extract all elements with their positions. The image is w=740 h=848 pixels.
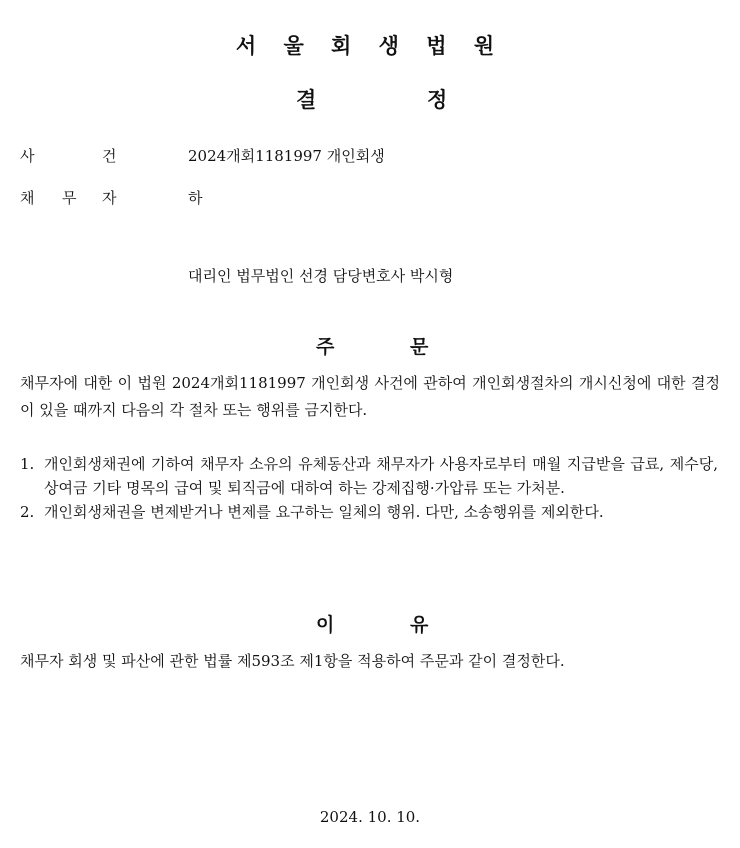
- order-item-text: 개인회생채권을 변제받거나 변제를 요구하는 일체의 행위. 다만, 소송행위를 제외한다.: [44, 503, 604, 521]
- legal-representative: 대리인 법무법인 선경 담당변호사 박시형: [188, 267, 454, 285]
- order-items-list: [20, 452, 718, 524]
- court-name: 서 울 회 생 법 원: [235, 34, 505, 58]
- order-item: [20, 500, 718, 524]
- debtor-name: 하: [188, 189, 203, 207]
- order-item-number: 1.: [20, 455, 35, 473]
- case-label: 사 건: [20, 147, 117, 165]
- order-heading-left: 주: [316, 336, 335, 358]
- order-heading-right: 문: [410, 336, 429, 358]
- reason-text: 채무자 회생 및 파산에 관한 법률 제593조 제1항을 적용하여 주문과 같이 결정한다.: [20, 652, 565, 670]
- order-item: [20, 452, 718, 500]
- document-type-left: 결: [296, 88, 317, 112]
- decision-date: 2024. 10. 10.: [319, 808, 421, 826]
- order-item-number: 2.: [20, 503, 35, 521]
- reason-heading-right: 유: [410, 614, 429, 636]
- order-item-text: 개인회생채권에 기하여 채무자 소유의 유체동산과 채무자가 사용자로부터 매월 지급받을 급료, 제수당, 상여금 기타 명목의 급여 및 퇴직금에 대하여 하는 강제집행·가압류 또는 가처분.: [44, 455, 718, 497]
- order-text: 채무자에 대한 이 법원 2024개회1181997 개인회생 사건에 관하여 개인회생절차의 개시신청에 대한 결정이 있을 때까지 다음의 각 절차 또는 행위를 금지한다.: [20, 374, 720, 419]
- debtor-label: 채 무 자: [20, 189, 117, 207]
- case-number: 2024개회1181997 개인회생: [188, 147, 385, 165]
- reason-heading-left: 이: [316, 614, 335, 636]
- document-type-right: 정: [427, 88, 448, 112]
